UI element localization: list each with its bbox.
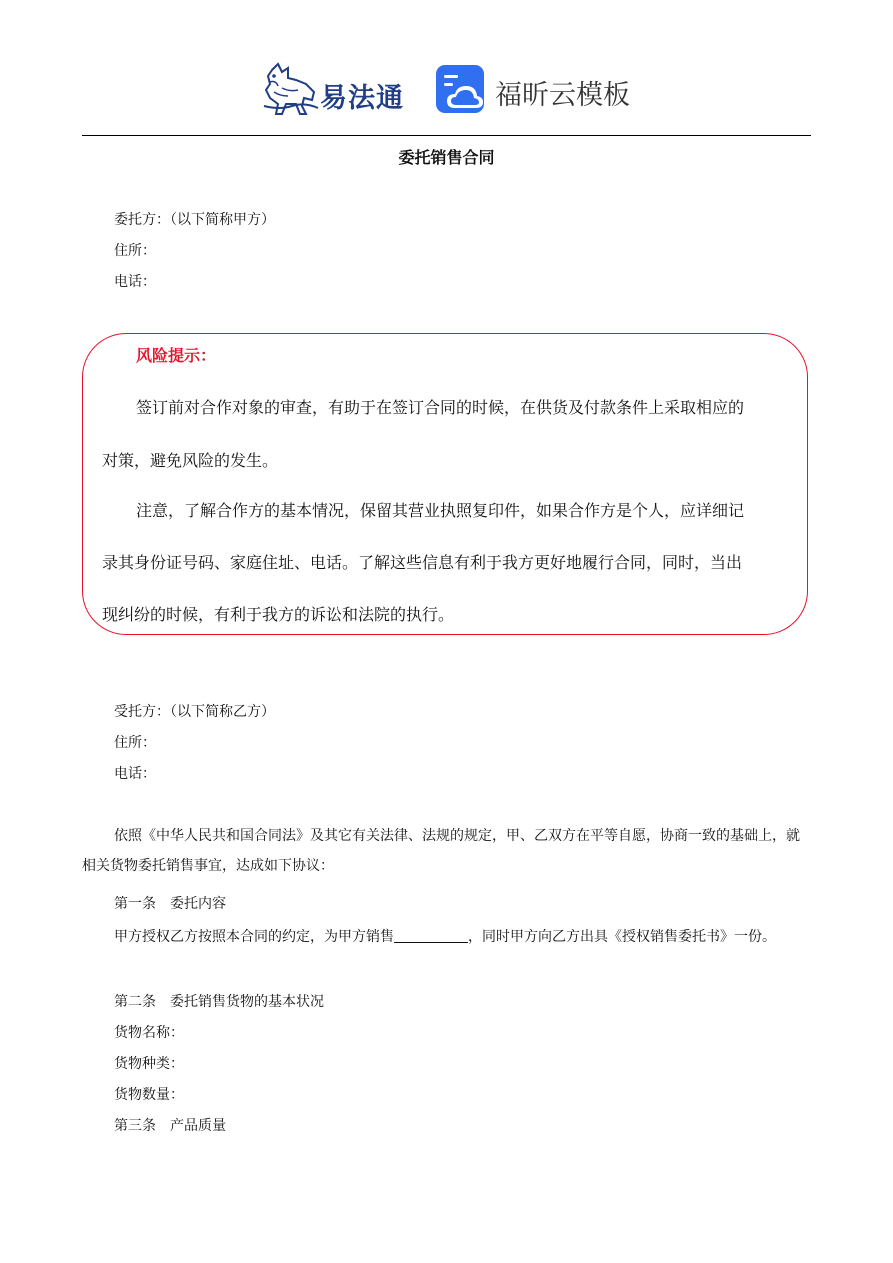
risk-line-1: 签订前对合作对象的审查，有助于在签订合同的时候，在供货及付款条件上采取相应的: [136, 398, 745, 417]
article-1-heading: 第一条 委托内容: [114, 896, 226, 912]
document-title: 委托销售合同: [398, 148, 495, 167]
article-1-text-after: ，同时甲方向乙方出具《授权销售委托书》一份。: [468, 929, 776, 945]
party-a-address: 住所：: [114, 243, 156, 259]
cloud-document-icon: [435, 64, 485, 114]
article-1-body: [114, 926, 776, 946]
risk-line-2: 对策，避免风险的发生。: [102, 451, 279, 470]
page-header: [0, 58, 893, 124]
yifatong-logo: [262, 62, 412, 118]
goods-name-line: 货物名称：: [114, 1025, 184, 1041]
party-b-address: 住所：: [114, 735, 156, 751]
party-a-name: 委托方：（以下简称甲方）: [114, 212, 275, 228]
goods-type-line: 货物种类：: [114, 1056, 184, 1072]
risk-notice-box: [82, 333, 808, 635]
intro-paragraph: [82, 821, 812, 881]
risk-line-5: 现纠纷的时候，有利于我方的诉讼和法院的执行。: [102, 605, 455, 624]
fill-in-blank: [394, 928, 468, 943]
article-1-text-before: 甲方授权乙方按照本合同的约定，为甲方销售: [114, 929, 394, 945]
goods-quantity-line: 货物数量：: [114, 1087, 184, 1103]
article-2-heading: 第二条 委托销售货物的基本状况: [114, 994, 324, 1010]
risk-notice-title: 风险提示：: [136, 346, 217, 365]
risk-line-3: 注意，了解合作方的基本情况，保留其营业执照复印件，如果合作方是个人，应详细记: [136, 501, 745, 520]
article-3-heading: 第三条 产品质量: [114, 1118, 226, 1134]
foxit-template-logo: [435, 64, 635, 120]
logo1-text: 易法通: [320, 83, 404, 114]
party-a-phone: 电话：: [114, 274, 156, 290]
header-divider: [82, 135, 811, 136]
risk-line-4: 录其身份证号码、家庭住址、电话。了解这些信息有利于我方更好地履行合同，同时，当出: [102, 553, 743, 572]
logo2-text: 福昕云模板: [495, 80, 630, 111]
intro-text: 依照《中华人民共和国合同法》及其它有关法律、法规的规定，甲、乙双方在平等自愿，协商一致的基础上，就相关货物委托销售事宜，达成如下协议：: [82, 828, 800, 874]
kylin-icon: [262, 62, 320, 118]
party-b-phone: 电话：: [114, 766, 156, 782]
party-b-name: 受托方：（以下简称乙方）: [114, 704, 275, 720]
